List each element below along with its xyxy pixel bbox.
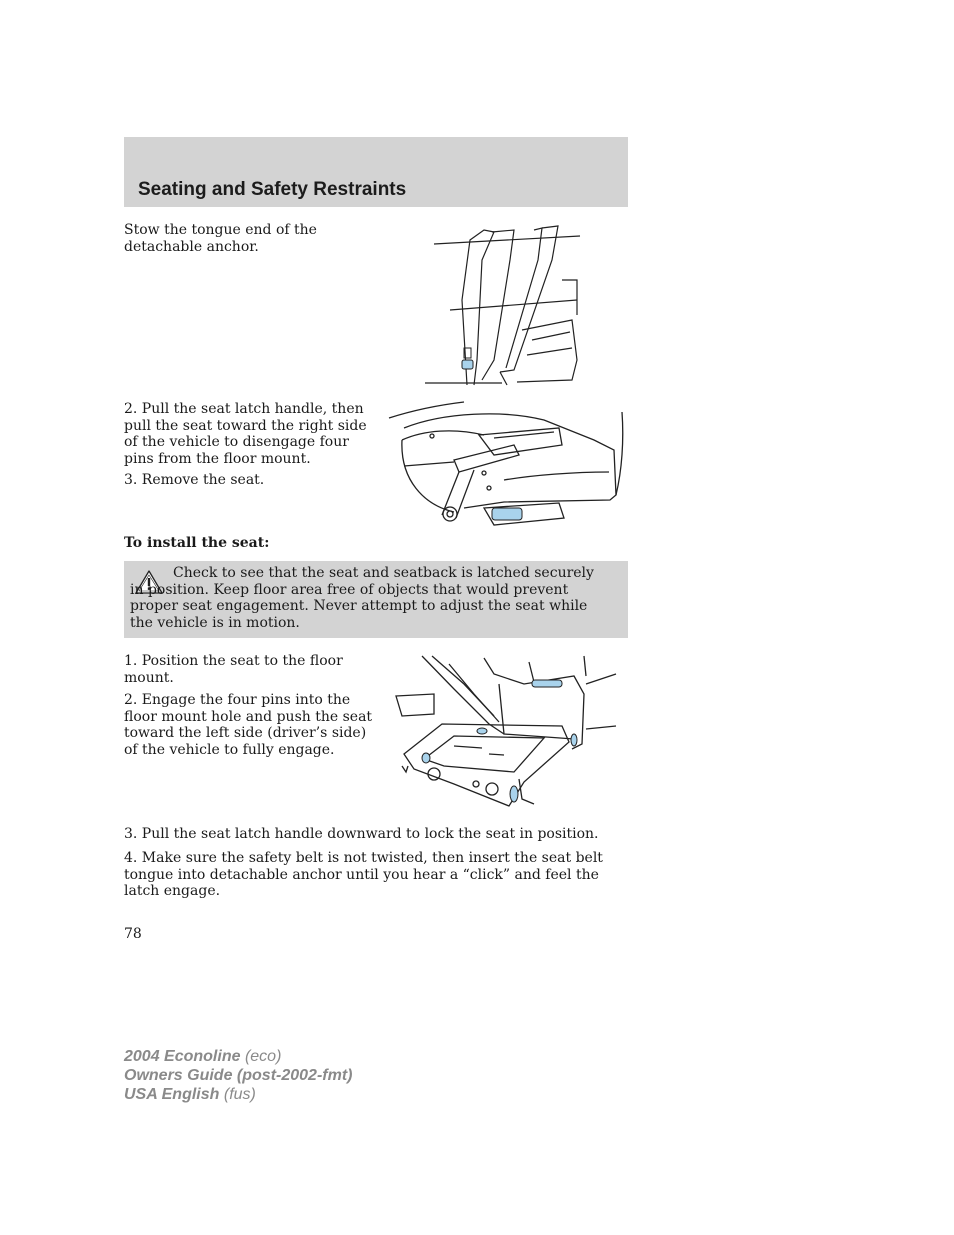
remove-step-3: 3. Remove the seat.	[124, 472, 265, 488]
seat-latch-illustration	[384, 400, 628, 528]
footer-line-1	[124, 1047, 352, 1066]
footer-model: 2004 Econoline	[124, 1048, 241, 1065]
stow-instruction: Stow the tongue end of the detachable anchor.	[124, 222, 317, 255]
footer-guide: Owners Guide (post-2002-fmt)	[124, 1067, 353, 1084]
warning-box	[124, 561, 628, 638]
footer-model-code: (eco)	[244, 1048, 282, 1065]
floor-mount-illustration	[394, 654, 618, 814]
document-footer	[124, 1047, 352, 1104]
section-header	[124, 137, 628, 207]
install-step-3: 3. Pull the seat latch handle downward to lock the seat in position.	[124, 826, 599, 842]
footer-language-code: (fus)	[223, 1086, 256, 1103]
install-step-1: 1. Position the seat to the floor mount.	[124, 653, 343, 686]
install-step-2: 2. Engage the four pins into the floor mount hole and push the seat toward the left side (driver’s side) of the vehicle to fully engage.	[124, 692, 373, 758]
remove-step-2: 2. Pull the seat latch handle, then pull the seat toward the right side of the vehicle to disengage four pins from the floor mount.	[124, 401, 367, 467]
install-heading: To install the seat:	[124, 535, 270, 551]
footer-line-3	[124, 1085, 352, 1104]
section-title: Seating and Safety Restraints	[138, 179, 407, 200]
seatbelt-anchor-illustration	[422, 220, 582, 388]
footer-language: USA English	[124, 1086, 220, 1103]
page-number: 78	[124, 926, 142, 942]
warning-text: Check to see that the seat and seatback is latched securely in position. Keep floor area free of objects that would prevent proper seat engagement. Never attempt to adjust the seat while the vehicle is in motion.	[130, 565, 594, 631]
install-step-4: 4. Make sure the safety belt is not twisted, then insert the seat belt tongue into detachable anchor until you hear a “click” and feel the latch engage.	[124, 850, 603, 899]
footer-line-2	[124, 1066, 352, 1085]
